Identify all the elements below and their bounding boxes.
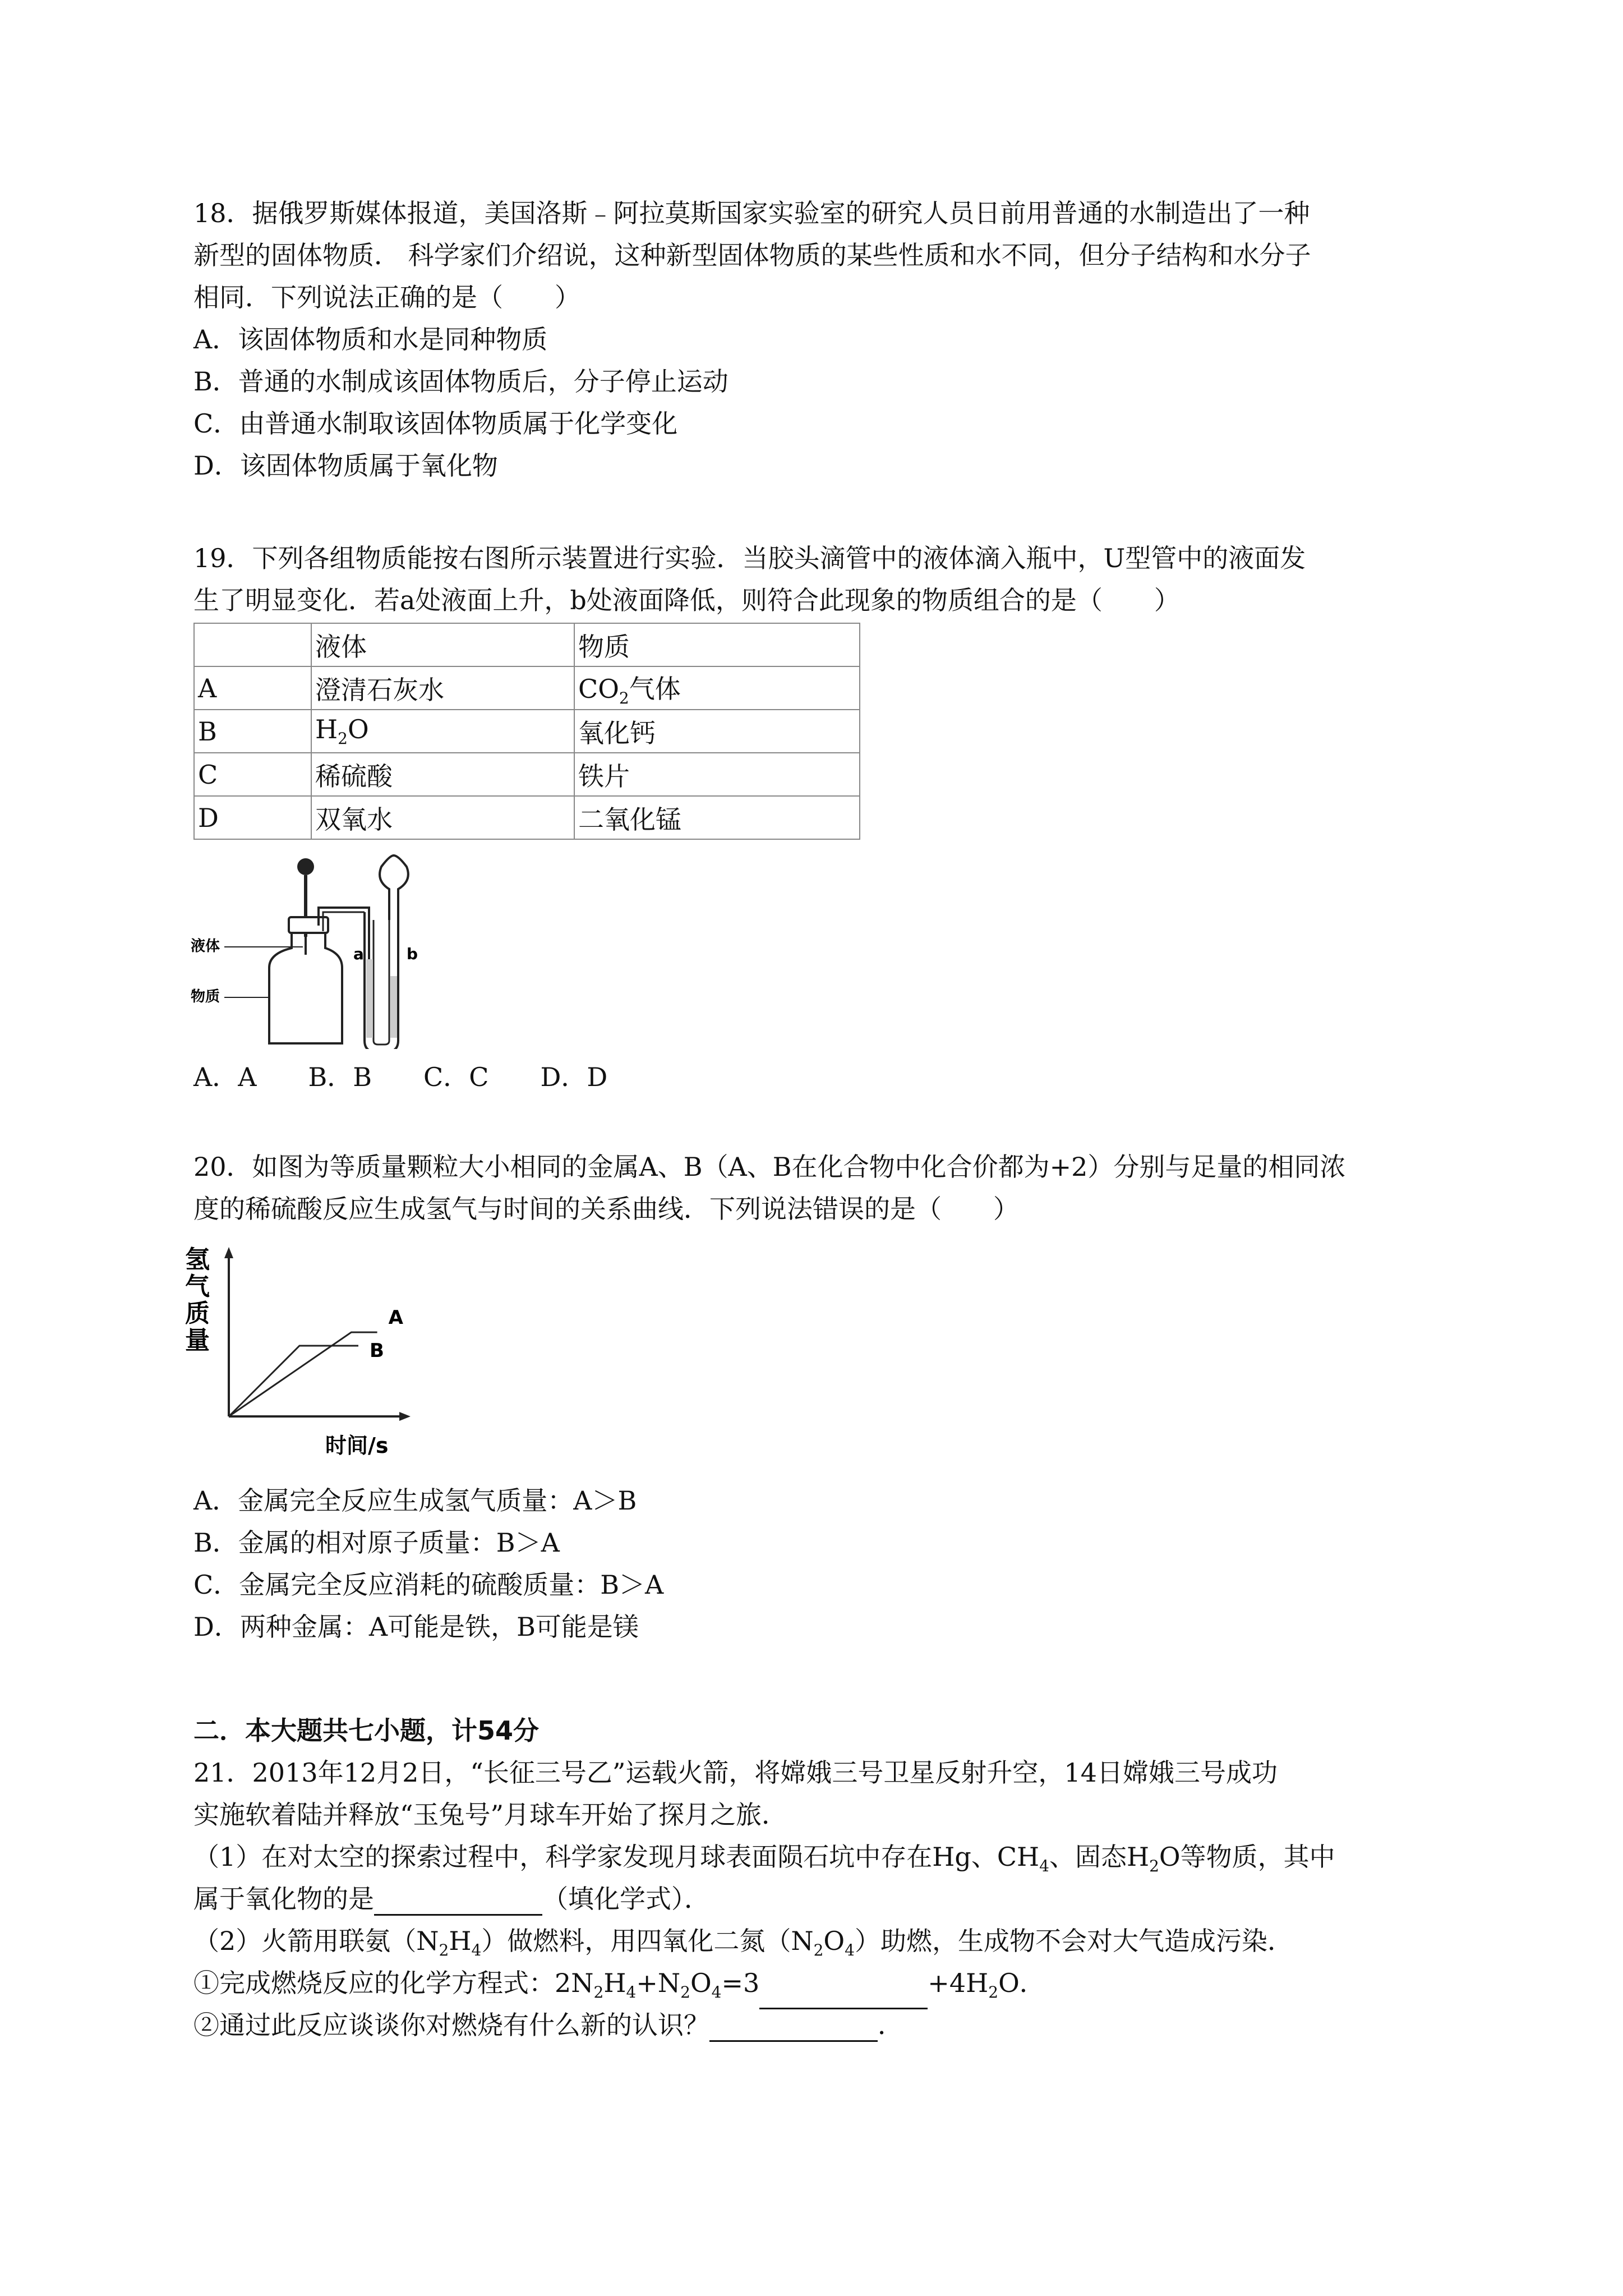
chart-xlabel: 时间/s — [325, 1433, 389, 1458]
u-tube-liquid-a — [366, 959, 373, 1038]
chart-ylabel — [185, 1245, 210, 1355]
q18-line1: 18．据俄罗斯媒体报道，美国洛斯﹣阿拉莫斯国家实验室的研究人员日前用普通的水制造出了一种 — [193, 198, 1310, 228]
q20-line1: 20．如图为等质量颗粒大小相同的金属A、B（A、B在化合物中化合价都为+2）分别与足量的相同浓 — [193, 1152, 1346, 1182]
x-axis-arrow — [399, 1412, 411, 1421]
row-label: D — [194, 796, 311, 839]
label-liquid: 液体 — [191, 938, 220, 955]
ylabel-char: 氢 — [185, 1245, 210, 1274]
q19-table — [193, 623, 860, 840]
q18-option-a: A．该固体物质和水是同种物质 — [193, 324, 548, 355]
q21-line2: 实施软着陆并释放“玉兔号”月球车开始了探月之旅． — [193, 1800, 788, 1830]
table-row — [194, 666, 860, 710]
connect-tube-inner — [323, 912, 365, 931]
row-substance: 二氧化锰 — [574, 796, 860, 839]
ylabel-char: 量 — [185, 1326, 210, 1355]
apparatus-diagram — [191, 847, 449, 1049]
row-liquid: 稀硫酸 — [311, 753, 574, 796]
q19-options: A．A B．B C．C D．D — [193, 1062, 608, 1092]
q21-question2: ②通过此反应谈谈你对燃烧有什么新的认识？ ． — [193, 2008, 903, 2042]
table-row — [194, 710, 860, 753]
label-a: a — [353, 945, 364, 963]
q21-sub1-line2: 属于氧化物的是 （填化学式）． — [193, 1882, 710, 1916]
series-label-B: B — [370, 1340, 384, 1362]
answer-blank-2[interactable] — [759, 1981, 928, 2009]
row-substance: 氧化钙 — [574, 710, 860, 753]
q20-option-d: D．两种金属：A可能是铁，B可能是镁 — [193, 1612, 639, 1642]
row-substance: 铁片 — [574, 753, 860, 796]
series-line-B — [229, 1346, 358, 1416]
q20-option-b: B．金属的相对原子质量：B＞A — [193, 1527, 560, 1558]
q19-line2: 生了明显变化．若a处液面上升，b处液面降低，则符合此现象的物质组合的是（ ） — [193, 585, 1180, 615]
q18-option-b: B．普通的水制成该固体物质后，分子停止运动 — [193, 366, 728, 397]
y-axis-arrow — [224, 1247, 233, 1258]
ylabel-char: 气 — [185, 1272, 210, 1301]
chart-series — [229, 1306, 404, 1416]
answer-blank-3[interactable] — [709, 2013, 878, 2042]
q20-line2: 度的稀硫酸反应生成氢气与时间的关系曲线．下列说法错误的是（ ） — [193, 1194, 1019, 1224]
row-substance: $CO_2$气体 — [574, 666, 860, 710]
label-b: b — [407, 945, 418, 963]
row-liquid: 双氧水 — [311, 796, 574, 839]
q21-sub2: （2）火箭用联氨$(N_2H_4)$做燃料，用四氧化二氮$(N_2O_4)$助燃，生成物不会对大气造成污染． — [193, 1926, 1293, 1960]
q18-option-d: D．该固体物质属于氧化物 — [193, 450, 498, 481]
section2-heading: 二．本大题共七小题，计54分 — [193, 1715, 540, 1746]
q19-line1: 19．下列各组物质能按右图所示装置进行实验．当胶头滴管中的液体滴入瓶中，U型管中的液面发 — [193, 543, 1306, 573]
u-tube-liquid-b — [390, 976, 397, 1038]
row-label: C — [194, 753, 311, 796]
q18-line2: 新型的固体物质． 科学家们介绍说，这种新型固体物质的某些性质和水不同，但分子结构和水分子 — [193, 240, 1311, 270]
q20-option-c: C．金属完全反应消耗的硫酸质量：B＞A — [193, 1570, 664, 1600]
table-row — [194, 753, 860, 796]
ylabel-char: 质 — [185, 1299, 210, 1328]
q18-option-c: C．由普通水制取该固体物质属于化学变化 — [193, 408, 678, 439]
row-liquid: $H_2O$ — [311, 710, 574, 753]
dropper-bulb — [297, 858, 314, 875]
row-liquid: 澄清石灰水 — [311, 666, 574, 710]
answer-blank-1[interactable] — [374, 1887, 542, 1916]
q18-line3: 相同．下列说法正确的是（ ） — [193, 282, 580, 312]
q21-equation: ①完成燃烧反应的化学方程式：$2N_2H_4+N_2O_4=3 +4H_2O$． — [193, 1966, 1045, 2009]
u-tube-inner — [374, 920, 389, 1045]
table-header-liquid: 液体 — [311, 623, 574, 666]
table-header-substance: 物质 — [574, 623, 860, 666]
q21-line1: 21．2013年12月2日，“长征三号乙”运载火箭，将嫦娥三号卫星反射升空，14日嫦娥三号成功 — [193, 1757, 1278, 1788]
q20-chart — [185, 1243, 426, 1467]
q21-sub1: （1）在对太空的探索过程中，科学家发现月球表面陨石坑中存在Hg、$CH_4$、固态$H_2O$等物质，其中 — [193, 1842, 1335, 1876]
table-row — [194, 796, 860, 839]
label-substance: 物质 — [191, 988, 220, 1005]
table-header-empty — [194, 623, 311, 666]
row-label: B — [194, 710, 311, 753]
safety-bulb — [380, 855, 408, 920]
table-header-row — [194, 623, 860, 666]
row-label: A — [194, 666, 311, 710]
q20-option-a: A．金属完全反应生成氢气质量：A＞B — [193, 1485, 637, 1516]
series-label-A: A — [388, 1306, 403, 1329]
